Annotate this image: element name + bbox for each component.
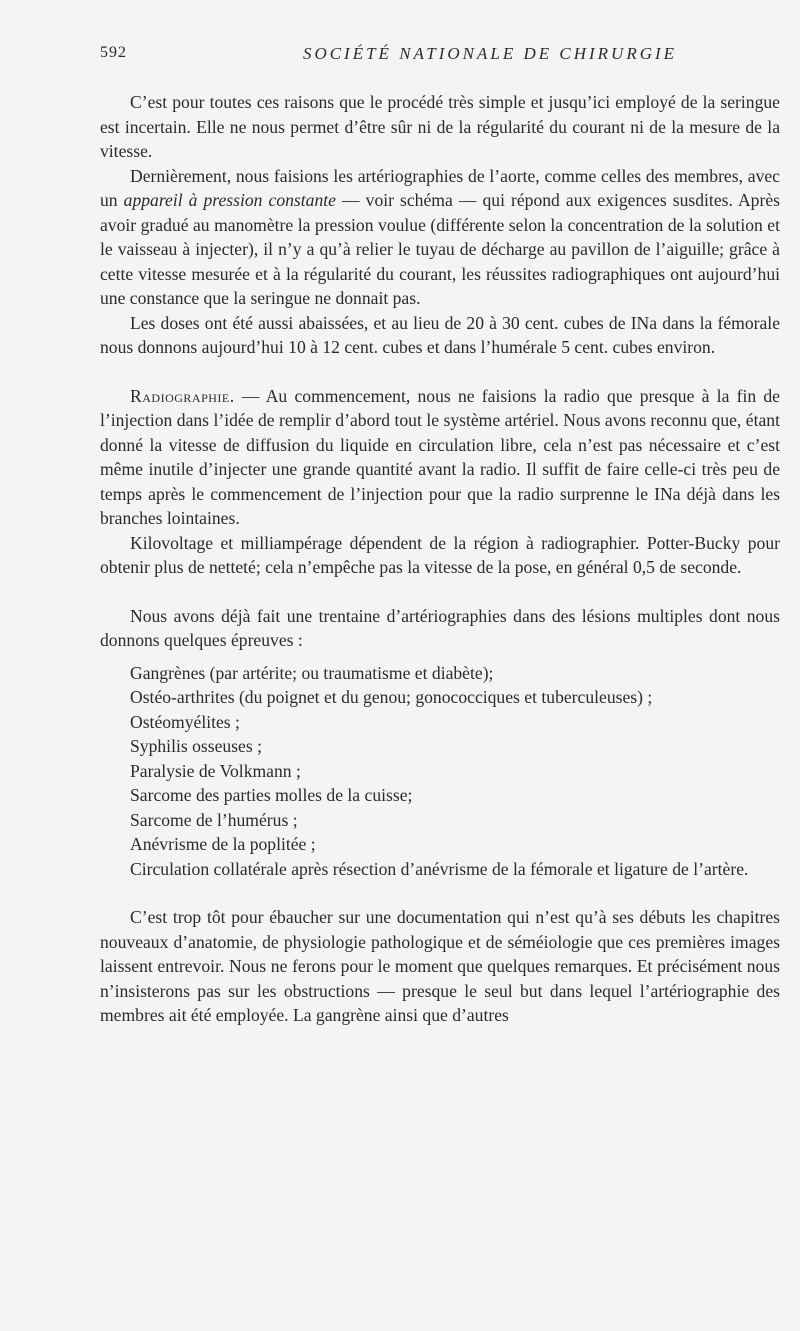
paragraph-trentaine: Nous avons déjà fait une trentaine d’artériographies dans des lésions multiples dont nous donnons quelques épreuves : xyxy=(100,605,780,650)
list-item: Paralysie de Volkmann ; xyxy=(130,760,301,781)
body-text xyxy=(100,90,780,1028)
page-number: 592 xyxy=(100,44,127,61)
paragraph-conclusion: C’est trop tôt pour ébaucher sur une documentation qui n’est qu’à ses débuts les chapitres nouveaux d’anatomie, de physiologie pathologique et de séméiologie que ces premières images laissent entrevoir. Nous ne ferons pour le moment que quelques remarques. Et précisément nous n’insisterons pas sur les obstructions — presque le seul but dans lequel l’artériographie des membres ait été employée. La gangrène ainsi que d’autres xyxy=(100,907,780,1025)
list-item: Syphilis osseuses ; xyxy=(130,736,262,756)
paragraph-appareil xyxy=(100,164,780,311)
page-header xyxy=(100,44,780,70)
lesion-list xyxy=(100,661,780,882)
paragraph-appareil-start: Dernièrement, nous faisions les artériographies de l’aorte, comme celles des membres, avec un xyxy=(100,165,780,210)
list-item: Ostéo-arthrites (du poignet et du genou; gonococciques et tuberculeuses) ; xyxy=(130,687,653,707)
running-title: SOCIÉTÉ NATIONALE DE CHIRURGIE xyxy=(302,44,678,63)
list-item: Circulation collatérale après résection d’anévrisme de la fémorale et ligature de l’artère. xyxy=(130,858,749,879)
paragraph-appareil-italic: appareil à pression constante xyxy=(123,190,336,210)
list-item: Ostéomyélites ; xyxy=(130,711,240,732)
section-gap xyxy=(100,360,780,384)
section-heading-radiographie: Radiographie. xyxy=(130,385,235,406)
list-item: Sarcome des parties molles de la cuisse; xyxy=(130,785,413,805)
document-page xyxy=(100,44,780,1028)
paragraph-radiographie xyxy=(100,384,780,531)
paragraph-seringue: C’est pour toutes ces raisons que le procédé très simple et jusqu’ici employé de la seringue est incertain. Elle ne nous permet d’être sûr ni de la régularité du courant ni de la mesure de la vitesse. xyxy=(100,92,780,161)
paragraph-radiographie-text: — Au commencement, nous ne faisions la radio que presque à la fin de l’injection dans l’idée de remplir d’abord tout le système artériel. Nous avons reconnu que, étant donné la vitesse de diffusion du liquide en circulation libre, cela n’est pas nécessaire et c’est même inutile d’injecter une grande quantité avant la radio. Il suffit de faire celle-ci très peu de temps après le commencement de l’injection pour que la radio surprenne le INa déjà dans les branches lointaines. xyxy=(100,385,780,528)
list-item: Anévrisme de la poplitée ; xyxy=(130,834,316,854)
paragraph-doses: Les doses ont été aussi abaissées, et au lieu de 20 à 30 cent. cubes de INa dans la fémorale nous donnons aujourd’hui 10 à 12 cent. cubes et dans l’humérale 5 cent. cubes environ. xyxy=(100,312,780,357)
list-item: Sarcome de l’humérus ; xyxy=(130,809,298,830)
section-gap xyxy=(100,881,780,905)
paragraph-appareil-end: — voir schéma — qui répond aux exigences susdites. Après avoir gradué au manomètre la pression voulue (différente selon la concentration de la solution et le vaisseau à injecter), il n’y a qu’à relier le tuyau de décharge au pavillon de l’aiguille; grâce à cette vitesse mesurée et à la régularité du courant, les réussites radiographiques ont aujourd’hui une constance que la seringue ne donnait pas. xyxy=(100,190,780,308)
list-item: Gangrènes (par artérite; ou traumatisme et diabète); xyxy=(130,662,494,683)
section-gap xyxy=(100,580,780,604)
paragraph-kilovoltage: Kilovoltage et milliampérage dépendent de la région à radiographier. Potter-Bucky pour obtenir plus de netteté; cela n’empêche pas la vitesse de la pose, en général 0,5 de seconde. xyxy=(100,532,780,577)
